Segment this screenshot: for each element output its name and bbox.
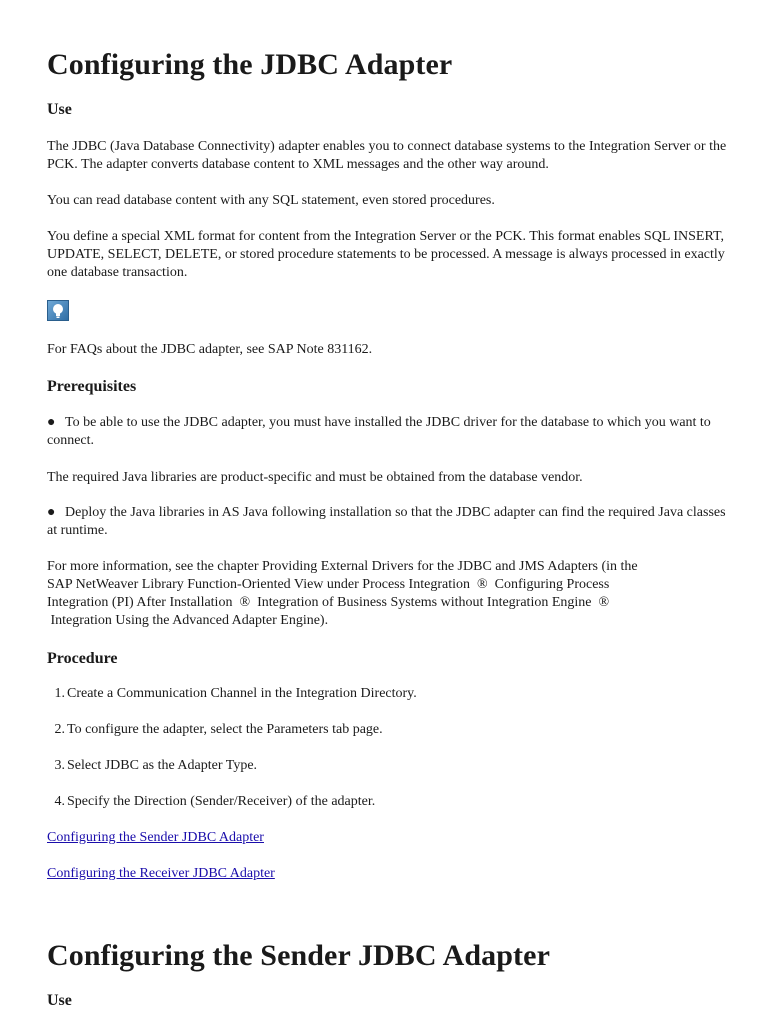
prereq-bullet-2-text: Deploy the Java libraries in AS Java following installation so that the JDBC adapter can find the required Java classes at runtime. (47, 505, 726, 538)
more-info-line-4: Integration Using the Advanced Adapter Engine). (47, 613, 329, 628)
more-info-line-3: Integration (PI) After Installation ® Integration of Business Systems without Integration Engine ® (47, 595, 610, 610)
procedure-step: 3. Select JDBC as the Adapter Type. (54, 758, 258, 773)
procedure-step: 2. To configure the adapter, select the Parameters tab page. (54, 722, 383, 737)
prereq-paragraph: The required Java libraries are product-specific and must be obtained from the database vendor. (47, 470, 583, 485)
link-sender-jdbc-adapter[interactable]: Configuring the Sender JDBC Adapter (47, 830, 264, 845)
section-title-sender: Configuring the Sender JDBC Adapter (47, 939, 550, 972)
lightbulb-icon (47, 300, 69, 321)
use-paragraph-1: The JDBC (Java Database Connectivity) adapter enables you to connect database systems to the Integration Server or the PCK. The adapter converts database content to XML messages and the other way around. (47, 139, 727, 172)
use-paragraph-2: You can read database content with any SQL statement, even stored procedures. (47, 193, 495, 208)
use-heading: Use (47, 101, 72, 118)
procedure-step: 1. Create a Communication Channel in the Integration Directory. (54, 686, 417, 701)
more-info-line-2: SAP NetWeaver Library Function-Oriented View under Process Integration ® Configuring Process (47, 577, 610, 592)
use-paragraph-3: You define a special XML format for content from the Integration Server or the PCK. This format enables SQL INSERT, UPDATE, SELECT, DELETE, or stored procedure statements to be processed. A message is always processed in exactly one database transaction. (47, 229, 725, 280)
procedure-heading: Procedure (47, 650, 118, 667)
prerequisites-heading: Prerequisites (47, 378, 137, 395)
prereq-bullet-2 (47, 504, 737, 540)
bullet-glyph: ● (47, 505, 56, 520)
prereq-bullet-1-text: To be able to use the JDBC adapter, you must have installed the JDBC driver for the database to which you want to connect. (47, 415, 711, 448)
prereq-bullet-1 (47, 414, 737, 450)
bullet-glyph: ● (47, 415, 56, 430)
faq-note: For FAQs about the JDBC adapter, see SAP Note 831162. (47, 342, 373, 357)
link-receiver-jdbc-adapter[interactable]: Configuring the Receiver JDBC Adapter (47, 866, 275, 881)
more-info-line-1: For more information, see the chapter Providing External Drivers for the JDBC and JMS Adapters (in the (47, 559, 638, 574)
procedure-step: 4. Specify the Direction (Sender/Receiver) of the adapter. (54, 794, 376, 809)
page-title: Configuring the JDBC Adapter (47, 48, 453, 81)
sender-use-heading: Use (47, 992, 72, 1009)
